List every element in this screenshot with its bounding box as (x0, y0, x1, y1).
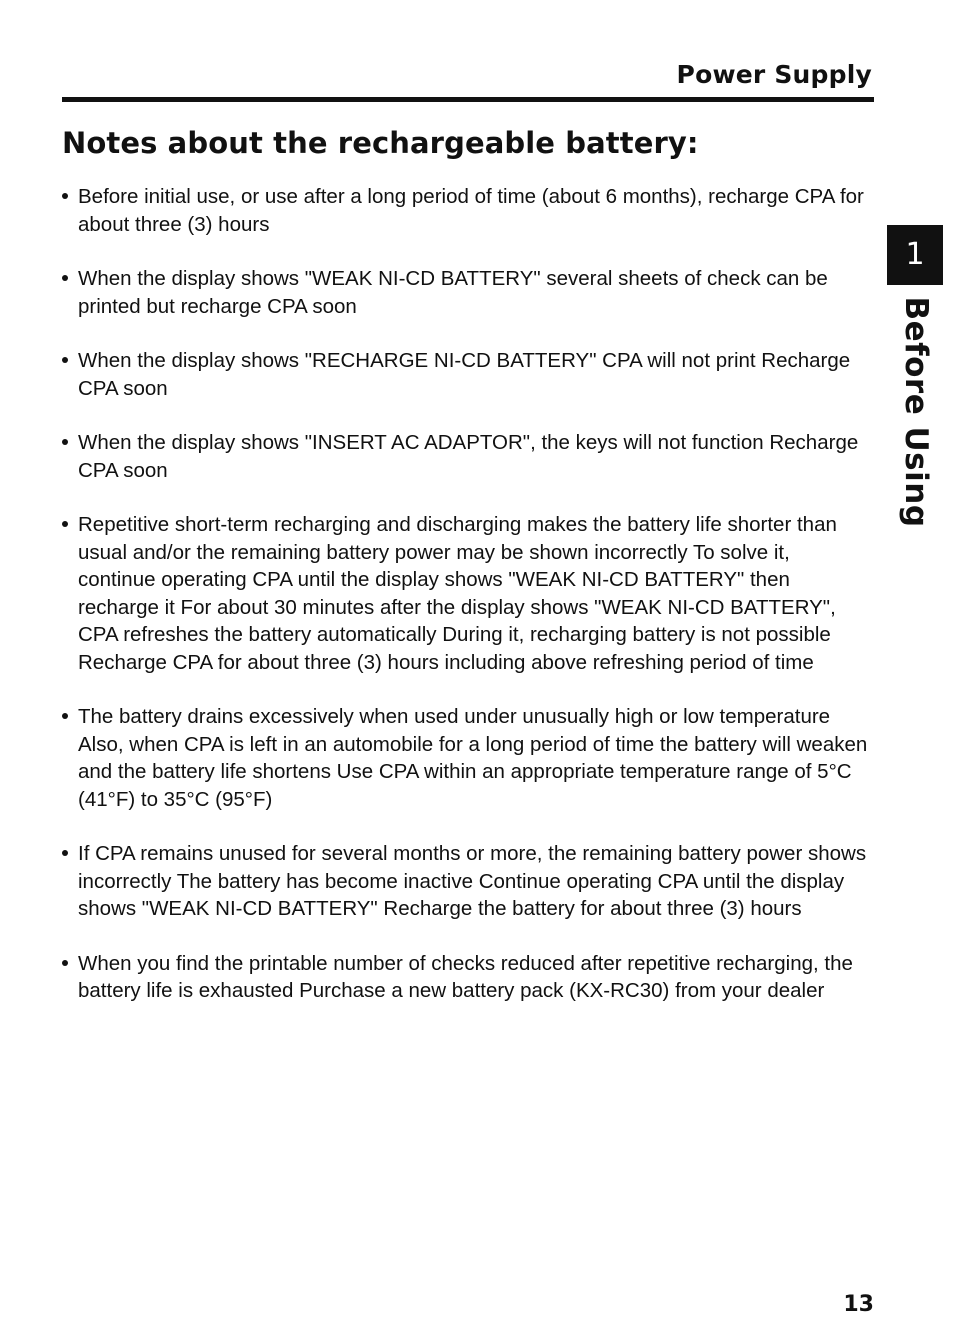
bullet-icon (62, 357, 68, 363)
section-header: Power Supply (676, 60, 872, 89)
bullet-icon (62, 713, 68, 719)
note-item (62, 703, 872, 813)
note-item (62, 183, 872, 238)
page-title: Notes about the rechargeable battery: (62, 126, 699, 160)
note-item (62, 265, 872, 320)
note-text: Before initial use, or use after a long period of time (about 6 months), recharge CPA for about three (3) hours (78, 185, 864, 236)
bullet-icon (62, 960, 68, 966)
bullet-icon (62, 439, 68, 445)
bullet-icon (62, 275, 68, 281)
note-item (62, 950, 872, 1005)
note-text: When you find the printable number of checks reduced after repetitive recharging, the battery life is exhausted Purchase a new battery pack (KX-RC30) from your dealer (78, 951, 853, 1002)
note-text: When the display shows "INSERT AC ADAPTOR", the keys will not function Recharge CPA soon (78, 431, 859, 482)
note-text: The battery drains excessively when used under unusually high or low temperature Also, when CPA is left in an automobile for a long period of time the battery will weaken and the battery life shortens Use CPA within an appropriate temperature range of 5°C (41°F) to 35°C (95°F) (78, 705, 868, 811)
notes-list (62, 183, 872, 1032)
bullet-icon (62, 193, 68, 199)
note-item (62, 429, 872, 484)
note-text: When the display shows "WEAK NI-CD BATTERY" several sheets of check can be printed but recharge CPA soon (78, 267, 828, 318)
bullet-icon (62, 850, 68, 856)
header-rule (62, 97, 874, 102)
page-number: 13 (843, 1292, 874, 1317)
note-text: If CPA remains unused for several months or more, the remaining battery power shows incorrectly The battery has become inactive Continue operating CPA until the display shows "WEAK NI-CD BATTERY" Recharge the battery for about three (3) hours (78, 842, 867, 920)
chapter-title: Before Using (898, 296, 934, 528)
note-item (62, 511, 872, 676)
chapter-number-tab: 1 (887, 225, 943, 285)
note-text: When the display shows "RECHARGE NI-CD BATTERY" CPA will not print Recharge CPA soon (78, 349, 851, 400)
bullet-icon (62, 521, 68, 527)
note-item (62, 347, 872, 402)
note-text: Repetitive short-term recharging and discharging makes the battery life shorter than usual and/or the remaining battery power may be shown incorrectly To solve it, continue operating CPA until the display shows "WEAK NI-CD BATTERY" then recharge it For about 30 minutes after the display shows "WEAK NI-CD BATTERY", CPA refreshes the battery automatically During it, recharging battery is not possible Recharge CPA for about three (3) hours including above refreshing period of time (78, 513, 837, 674)
note-item (62, 840, 872, 923)
